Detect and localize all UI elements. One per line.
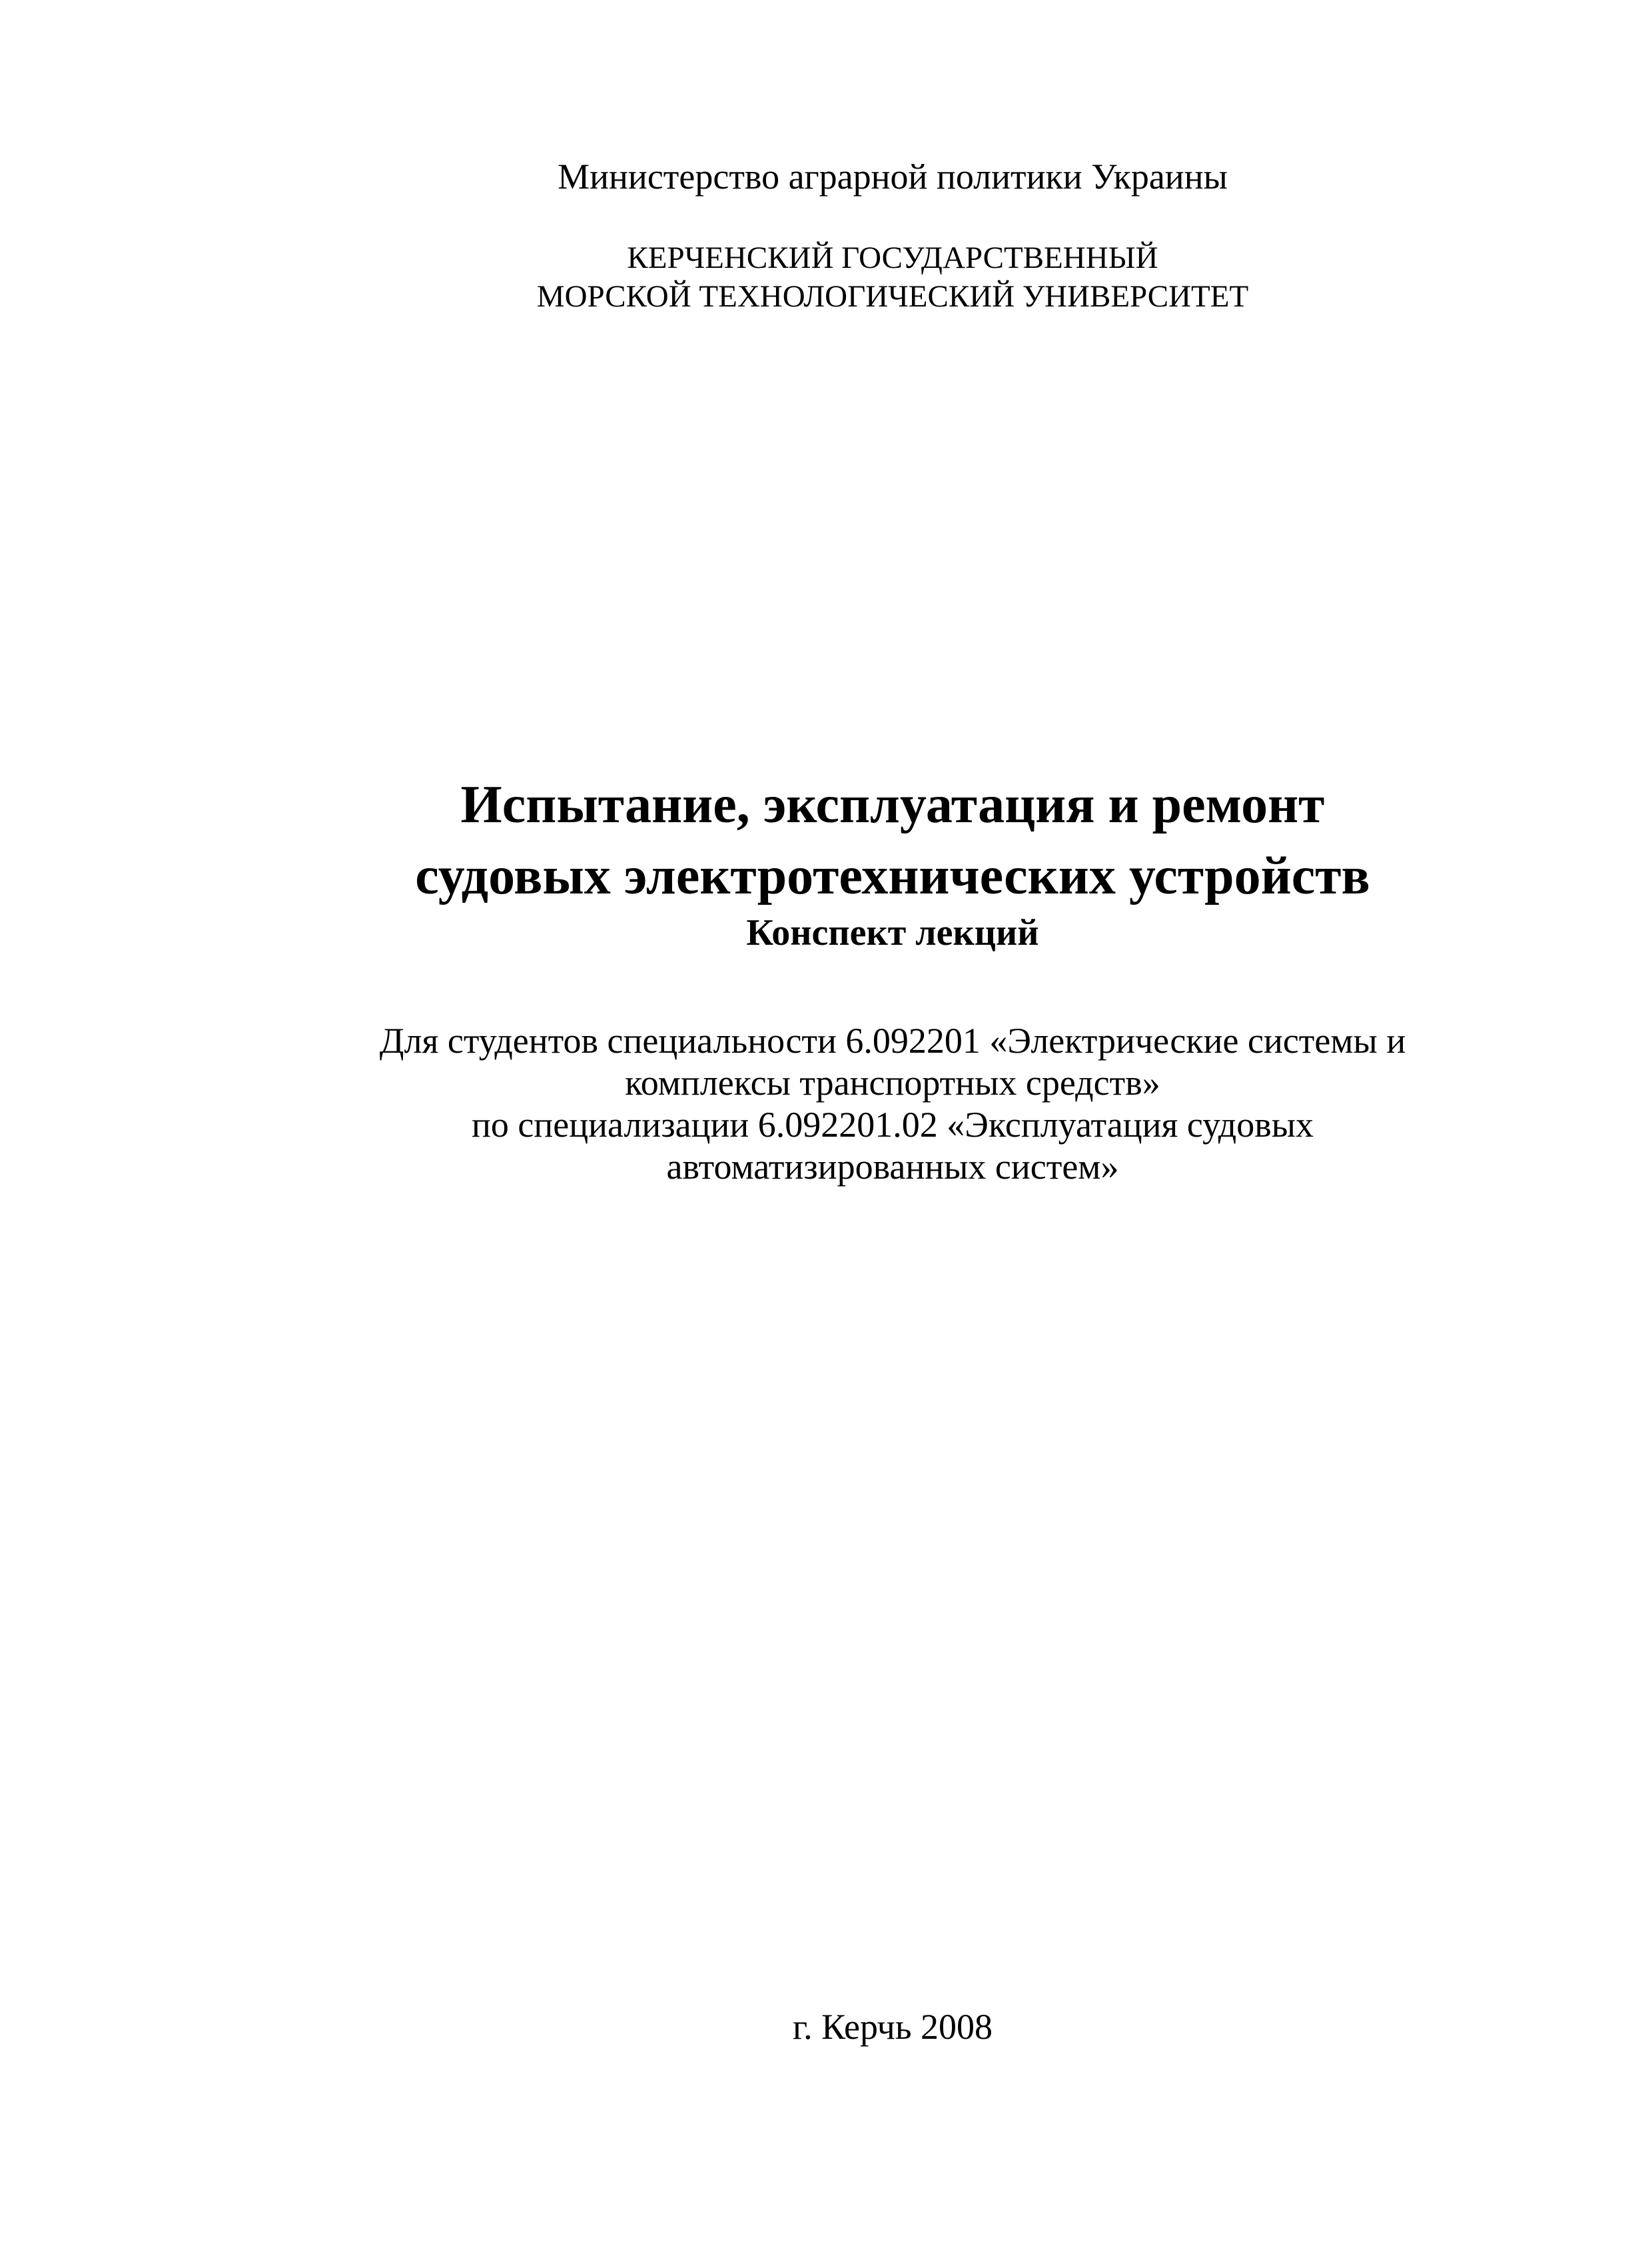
university-name-line1: КЕРЧЕНСКИЙ ГОСУДАРСТВЕННЫЙ [627,241,1158,275]
audience-line4: автоматизированных систем» [666,1147,1119,1187]
university-name-line2: МОРСКОЙ ТЕХНОЛОГИЧЕСКИЙ УНИВЕРСИТЕТ [536,279,1249,314]
ministry-name: Министерство аграрной политики Украины [558,157,1228,197]
document-subtitle: Конспект лекций [746,912,1039,953]
document-title-line2: судовых электротехнических устройств [415,847,1370,905]
audience-line1: Для студентов специальности 6.092201 «Электрические системы и [379,1021,1406,1061]
audience-line2: комплексы транспортных средств» [625,1063,1160,1103]
document-title-line1: Испытание, эксплуатация и ремонт [460,776,1325,834]
audience-line3: по специализации 6.092201.02 «Эксплуатация судовых [472,1105,1314,1145]
city-year: г. Керчь 2008 [793,2007,993,2047]
